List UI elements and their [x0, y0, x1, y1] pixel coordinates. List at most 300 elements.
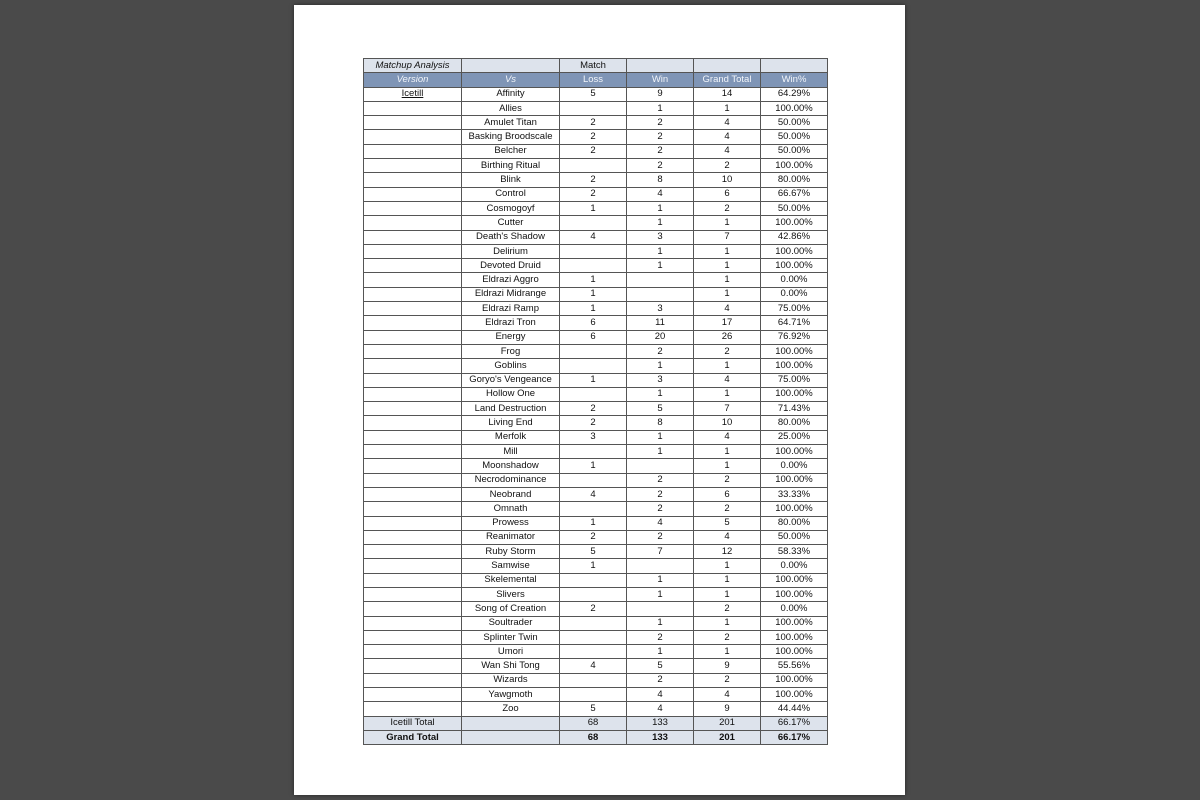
- vs-cell: Slivers: [462, 587, 560, 601]
- version-cell-empty: [364, 330, 462, 344]
- win-cell: 2: [627, 130, 694, 144]
- total-cell: 17: [694, 316, 761, 330]
- header-version[interactable]: Version: [364, 73, 462, 87]
- loss-cell: 6: [560, 316, 627, 330]
- win-pct-cell: 100.00%: [761, 630, 828, 644]
- subtotal-row-win-pct: 66.17%: [761, 716, 828, 730]
- table-row: [364, 387, 828, 401]
- subtotal-row: [364, 716, 828, 730]
- table-row: [364, 587, 828, 601]
- vs-cell: Song of Creation: [462, 602, 560, 616]
- total-cell: 1: [694, 587, 761, 601]
- win-cell: 2: [627, 487, 694, 501]
- total-cell: 1: [694, 259, 761, 273]
- win-pct-cell: 75.00%: [761, 302, 828, 316]
- win-cell: 1: [627, 645, 694, 659]
- total-cell: 10: [694, 173, 761, 187]
- loss-cell: 5: [560, 87, 627, 101]
- total-cell: 1: [694, 359, 761, 373]
- table-row: [364, 144, 828, 158]
- table-row: [364, 416, 828, 430]
- table-row: [364, 316, 828, 330]
- table-row: [364, 445, 828, 459]
- total-cell: 2: [694, 502, 761, 516]
- table-row: [364, 259, 828, 273]
- total-cell: 1: [694, 287, 761, 301]
- table-row: [364, 659, 828, 673]
- version-cell-empty: [364, 473, 462, 487]
- version-name[interactable]: Icetill: [401, 88, 424, 100]
- version-cell-empty: [364, 159, 462, 173]
- total-cell: 1: [694, 616, 761, 630]
- vs-cell: Eldrazi Ramp: [462, 302, 560, 316]
- vs-cell: Moonshadow: [462, 459, 560, 473]
- total-cell: 4: [694, 530, 761, 544]
- loss-cell: 5: [560, 702, 627, 716]
- win-cell: 5: [627, 402, 694, 416]
- loss-cell: 1: [560, 273, 627, 287]
- total-cell: 1: [694, 459, 761, 473]
- total-cell: 9: [694, 702, 761, 716]
- table-row: [364, 702, 828, 716]
- loss-cell: [560, 216, 627, 230]
- loss-cell: 5: [560, 545, 627, 559]
- match-label: Match: [560, 59, 627, 73]
- table-row: [364, 216, 828, 230]
- grand-total-row-label[interactable]: Grand Total: [364, 730, 462, 744]
- win-cell: 11: [627, 316, 694, 330]
- win-pct-cell: 100.00%: [761, 387, 828, 401]
- win-pct-cell: 50.00%: [761, 130, 828, 144]
- subtotal-row-loss: 68: [560, 716, 627, 730]
- win-pct-cell: 42.86%: [761, 230, 828, 244]
- empty-cell: [761, 59, 828, 73]
- total-cell: 1: [694, 573, 761, 587]
- total-cell: 4: [694, 430, 761, 444]
- win-cell: 2: [627, 630, 694, 644]
- win-pct-cell: 0.00%: [761, 273, 828, 287]
- loss-cell: [560, 630, 627, 644]
- win-cell: 1: [627, 587, 694, 601]
- version-cell-empty: [364, 259, 462, 273]
- vs-cell: Zoo: [462, 702, 560, 716]
- vs-cell: Hollow One: [462, 387, 560, 401]
- win-cell: 4: [627, 187, 694, 201]
- table-row: [364, 459, 828, 473]
- win-cell: 1: [627, 259, 694, 273]
- table-row: [364, 487, 828, 501]
- total-cell: 12: [694, 545, 761, 559]
- version-cell-empty: [364, 302, 462, 316]
- table-row: [364, 402, 828, 416]
- vs-cell: Devoted Druid: [462, 259, 560, 273]
- loss-cell: [560, 259, 627, 273]
- win-cell: 9: [627, 87, 694, 101]
- table-row: [364, 87, 828, 101]
- win-cell: 2: [627, 344, 694, 358]
- total-cell: 4: [694, 116, 761, 130]
- version-cell-empty: [364, 645, 462, 659]
- version-cell-empty: [364, 530, 462, 544]
- win-cell: 1: [627, 359, 694, 373]
- vs-cell: Eldrazi Tron: [462, 316, 560, 330]
- win-cell: 3: [627, 373, 694, 387]
- vs-cell: Birthing Ritual: [462, 159, 560, 173]
- empty-cell: [627, 59, 694, 73]
- vs-cell: Ruby Storm: [462, 545, 560, 559]
- win-pct-cell: 100.00%: [761, 159, 828, 173]
- win-pct-cell: 100.00%: [761, 473, 828, 487]
- loss-cell: 1: [560, 287, 627, 301]
- vs-cell: Eldrazi Aggro: [462, 273, 560, 287]
- table-row: [364, 502, 828, 516]
- loss-cell: 1: [560, 459, 627, 473]
- subtotal-row-total: 201: [694, 716, 761, 730]
- vs-cell: Belcher: [462, 144, 560, 158]
- vs-cell: Basking Broodscale: [462, 130, 560, 144]
- table-row: [364, 373, 828, 387]
- loss-cell: 2: [560, 144, 627, 158]
- win-cell: 2: [627, 159, 694, 173]
- version-cell-empty: [364, 187, 462, 201]
- total-cell: 4: [694, 373, 761, 387]
- table-row: [364, 244, 828, 258]
- win-pct-cell: 58.33%: [761, 545, 828, 559]
- loss-cell: 2: [560, 187, 627, 201]
- version-cell-empty: [364, 101, 462, 115]
- win-pct-cell: 33.33%: [761, 487, 828, 501]
- grand-total-row-loss: 68: [560, 730, 627, 744]
- total-cell: 26: [694, 330, 761, 344]
- version-cell-empty: [364, 416, 462, 430]
- table-row: [364, 130, 828, 144]
- win-pct-cell: 80.00%: [761, 173, 828, 187]
- loss-cell: 2: [560, 116, 627, 130]
- version-cell[interactable]: [364, 87, 462, 101]
- loss-cell: 1: [560, 559, 627, 573]
- win-cell: 3: [627, 302, 694, 316]
- win-cell: [627, 273, 694, 287]
- loss-cell: 3: [560, 430, 627, 444]
- version-cell-empty: [364, 559, 462, 573]
- total-cell: 9: [694, 659, 761, 673]
- win-pct-cell: 80.00%: [761, 416, 828, 430]
- version-cell-empty: [364, 487, 462, 501]
- version-cell-empty: [364, 602, 462, 616]
- version-cell-empty: [364, 630, 462, 644]
- win-cell: 2: [627, 144, 694, 158]
- total-cell: 2: [694, 673, 761, 687]
- win-pct-cell: 100.00%: [761, 216, 828, 230]
- vs-cell: Umori: [462, 645, 560, 659]
- version-cell-empty: [364, 573, 462, 587]
- loss-cell: 1: [560, 516, 627, 530]
- version-cell-empty: [364, 230, 462, 244]
- vs-cell: Mill: [462, 445, 560, 459]
- table-row: [364, 287, 828, 301]
- table-row: [364, 359, 828, 373]
- win-cell: 1: [627, 244, 694, 258]
- win-cell: 4: [627, 688, 694, 702]
- total-cell: 1: [694, 445, 761, 459]
- total-cell: 4: [694, 302, 761, 316]
- loss-cell: [560, 473, 627, 487]
- total-cell: 6: [694, 487, 761, 501]
- win-cell: 2: [627, 530, 694, 544]
- win-pct-cell: 0.00%: [761, 459, 828, 473]
- total-cell: 1: [694, 559, 761, 573]
- empty-cell: [462, 59, 560, 73]
- version-cell-empty: [364, 216, 462, 230]
- table-row: [364, 173, 828, 187]
- table-title-row: [364, 59, 828, 73]
- loss-cell: 2: [560, 602, 627, 616]
- win-pct-cell: 50.00%: [761, 116, 828, 130]
- vs-cell: Merfolk: [462, 430, 560, 444]
- win-cell: 2: [627, 673, 694, 687]
- vs-cell: Neobrand: [462, 487, 560, 501]
- vs-cell: Goryo's Vengeance: [462, 373, 560, 387]
- win-cell: 1: [627, 387, 694, 401]
- grand-total-row-total: 201: [694, 730, 761, 744]
- win-cell: 1: [627, 201, 694, 215]
- vs-cell: Soultrader: [462, 616, 560, 630]
- vs-cell: Samwise: [462, 559, 560, 573]
- vs-cell: Splinter Twin: [462, 630, 560, 644]
- vs-cell: Prowess: [462, 516, 560, 530]
- loss-cell: [560, 244, 627, 258]
- win-cell: [627, 559, 694, 573]
- table-title: Matchup Analysis: [364, 59, 462, 73]
- version-cell-empty: [364, 516, 462, 530]
- version-cell-empty: [364, 702, 462, 716]
- table-row: [364, 330, 828, 344]
- loss-cell: 1: [560, 201, 627, 215]
- vs-cell: Omnath: [462, 502, 560, 516]
- loss-cell: [560, 101, 627, 115]
- vs-cell: Wan Shi Tong: [462, 659, 560, 673]
- win-pct-cell: 44.44%: [761, 702, 828, 716]
- total-cell: 2: [694, 630, 761, 644]
- table-row: [364, 201, 828, 215]
- vs-cell: Cosmogoyf: [462, 201, 560, 215]
- total-cell: 10: [694, 416, 761, 430]
- loss-cell: [560, 502, 627, 516]
- win-cell: 5: [627, 659, 694, 673]
- vs-cell: Yawgmoth: [462, 688, 560, 702]
- win-pct-cell: 100.00%: [761, 587, 828, 601]
- empty-cell: [462, 716, 560, 730]
- table-row: [364, 273, 828, 287]
- table-row: [364, 101, 828, 115]
- table-row: [364, 559, 828, 573]
- header-vs[interactable]: Vs: [462, 73, 560, 87]
- vs-cell: Frog: [462, 344, 560, 358]
- document-page: [294, 5, 905, 795]
- table-row: [364, 673, 828, 687]
- header-grand-total: Grand Total: [694, 73, 761, 87]
- loss-cell: [560, 387, 627, 401]
- vs-cell: Cutter: [462, 216, 560, 230]
- grand-total-row-win-pct: 66.17%: [761, 730, 828, 744]
- table-row: [364, 645, 828, 659]
- table-row: [364, 473, 828, 487]
- win-cell: [627, 602, 694, 616]
- total-cell: 2: [694, 159, 761, 173]
- header-win-pct: Win%: [761, 73, 828, 87]
- win-cell: 1: [627, 216, 694, 230]
- win-cell: [627, 287, 694, 301]
- header-loss: Loss: [560, 73, 627, 87]
- version-cell-empty: [364, 430, 462, 444]
- win-pct-cell: 100.00%: [761, 259, 828, 273]
- win-pct-cell: 55.56%: [761, 659, 828, 673]
- vs-cell: Delirium: [462, 244, 560, 258]
- table-row: [364, 616, 828, 630]
- table-row: [364, 602, 828, 616]
- win-cell: 1: [627, 573, 694, 587]
- version-cell-empty: [364, 688, 462, 702]
- total-cell: 2: [694, 201, 761, 215]
- win-pct-cell: 100.00%: [761, 673, 828, 687]
- loss-cell: 4: [560, 659, 627, 673]
- header-win: Win: [627, 73, 694, 87]
- total-cell: 2: [694, 344, 761, 358]
- vs-cell: Allies: [462, 101, 560, 115]
- win-pct-cell: 64.29%: [761, 87, 828, 101]
- version-cell-empty: [364, 445, 462, 459]
- loss-cell: [560, 159, 627, 173]
- win-pct-cell: 100.00%: [761, 573, 828, 587]
- version-cell-empty: [364, 173, 462, 187]
- total-cell: 14: [694, 87, 761, 101]
- table-row: [364, 573, 828, 587]
- version-cell-empty: [364, 402, 462, 416]
- win-cell: 1: [627, 616, 694, 630]
- vs-cell: Blink: [462, 173, 560, 187]
- loss-cell: [560, 616, 627, 630]
- loss-cell: [560, 445, 627, 459]
- loss-cell: 2: [560, 130, 627, 144]
- subtotal-row-win: 133: [627, 716, 694, 730]
- total-cell: 4: [694, 688, 761, 702]
- empty-cell: [462, 730, 560, 744]
- version-cell-empty: [364, 387, 462, 401]
- loss-cell: 2: [560, 530, 627, 544]
- version-cell-empty: [364, 273, 462, 287]
- vs-cell: Affinity: [462, 87, 560, 101]
- grand-total-row-win: 133: [627, 730, 694, 744]
- total-cell: 4: [694, 130, 761, 144]
- loss-cell: [560, 359, 627, 373]
- total-cell: 5: [694, 516, 761, 530]
- total-cell: 2: [694, 602, 761, 616]
- win-pct-cell: 50.00%: [761, 201, 828, 215]
- win-cell: [627, 459, 694, 473]
- loss-cell: 1: [560, 302, 627, 316]
- vs-cell: Wizards: [462, 673, 560, 687]
- version-cell-empty: [364, 359, 462, 373]
- win-pct-cell: 0.00%: [761, 602, 828, 616]
- loss-cell: [560, 645, 627, 659]
- vs-cell: Living End: [462, 416, 560, 430]
- table-row: [364, 430, 828, 444]
- total-cell: 7: [694, 402, 761, 416]
- version-cell-empty: [364, 373, 462, 387]
- total-cell: 1: [694, 387, 761, 401]
- version-cell-empty: [364, 545, 462, 559]
- win-pct-cell: 71.43%: [761, 402, 828, 416]
- vs-cell: Skelemental: [462, 573, 560, 587]
- win-pct-cell: 100.00%: [761, 244, 828, 258]
- win-pct-cell: 75.00%: [761, 373, 828, 387]
- win-pct-cell: 100.00%: [761, 344, 828, 358]
- win-cell: 20: [627, 330, 694, 344]
- version-cell-empty: [364, 587, 462, 601]
- table-row: [364, 530, 828, 544]
- table-row: [364, 302, 828, 316]
- table-row: [364, 344, 828, 358]
- version-cell-empty: [364, 130, 462, 144]
- win-pct-cell: 50.00%: [761, 144, 828, 158]
- loss-cell: 2: [560, 173, 627, 187]
- vs-cell: Eldrazi Midrange: [462, 287, 560, 301]
- version-cell-empty: [364, 144, 462, 158]
- win-pct-cell: 66.67%: [761, 187, 828, 201]
- subtotal-row-label[interactable]: Icetill Total: [364, 716, 462, 730]
- table-row: [364, 545, 828, 559]
- win-cell: 2: [627, 473, 694, 487]
- win-cell: 7: [627, 545, 694, 559]
- table-row: [364, 187, 828, 201]
- table-row: [364, 516, 828, 530]
- vs-cell: Reanimator: [462, 530, 560, 544]
- win-pct-cell: 100.00%: [761, 688, 828, 702]
- loss-cell: [560, 587, 627, 601]
- win-cell: 4: [627, 702, 694, 716]
- win-pct-cell: 100.00%: [761, 445, 828, 459]
- grand-total-row: [364, 730, 828, 744]
- table-row: [364, 688, 828, 702]
- loss-cell: [560, 573, 627, 587]
- version-cell-empty: [364, 244, 462, 258]
- win-cell: 2: [627, 502, 694, 516]
- table-row: [364, 230, 828, 244]
- win-pct-cell: 0.00%: [761, 287, 828, 301]
- loss-cell: 4: [560, 230, 627, 244]
- column-header-row: [364, 73, 828, 87]
- loss-cell: [560, 344, 627, 358]
- win-cell: 1: [627, 445, 694, 459]
- vs-cell: Goblins: [462, 359, 560, 373]
- win-pct-cell: 80.00%: [761, 516, 828, 530]
- total-cell: 1: [694, 645, 761, 659]
- total-cell: 2: [694, 473, 761, 487]
- win-cell: 8: [627, 173, 694, 187]
- total-cell: 1: [694, 216, 761, 230]
- win-cell: 4: [627, 516, 694, 530]
- vs-cell: Land Destruction: [462, 402, 560, 416]
- win-pct-cell: 76.92%: [761, 330, 828, 344]
- vs-cell: Amulet Titan: [462, 116, 560, 130]
- loss-cell: 6: [560, 330, 627, 344]
- total-cell: 1: [694, 273, 761, 287]
- loss-cell: 1: [560, 373, 627, 387]
- win-cell: 1: [627, 430, 694, 444]
- table-row: [364, 116, 828, 130]
- win-pct-cell: 64.71%: [761, 316, 828, 330]
- table-row: [364, 159, 828, 173]
